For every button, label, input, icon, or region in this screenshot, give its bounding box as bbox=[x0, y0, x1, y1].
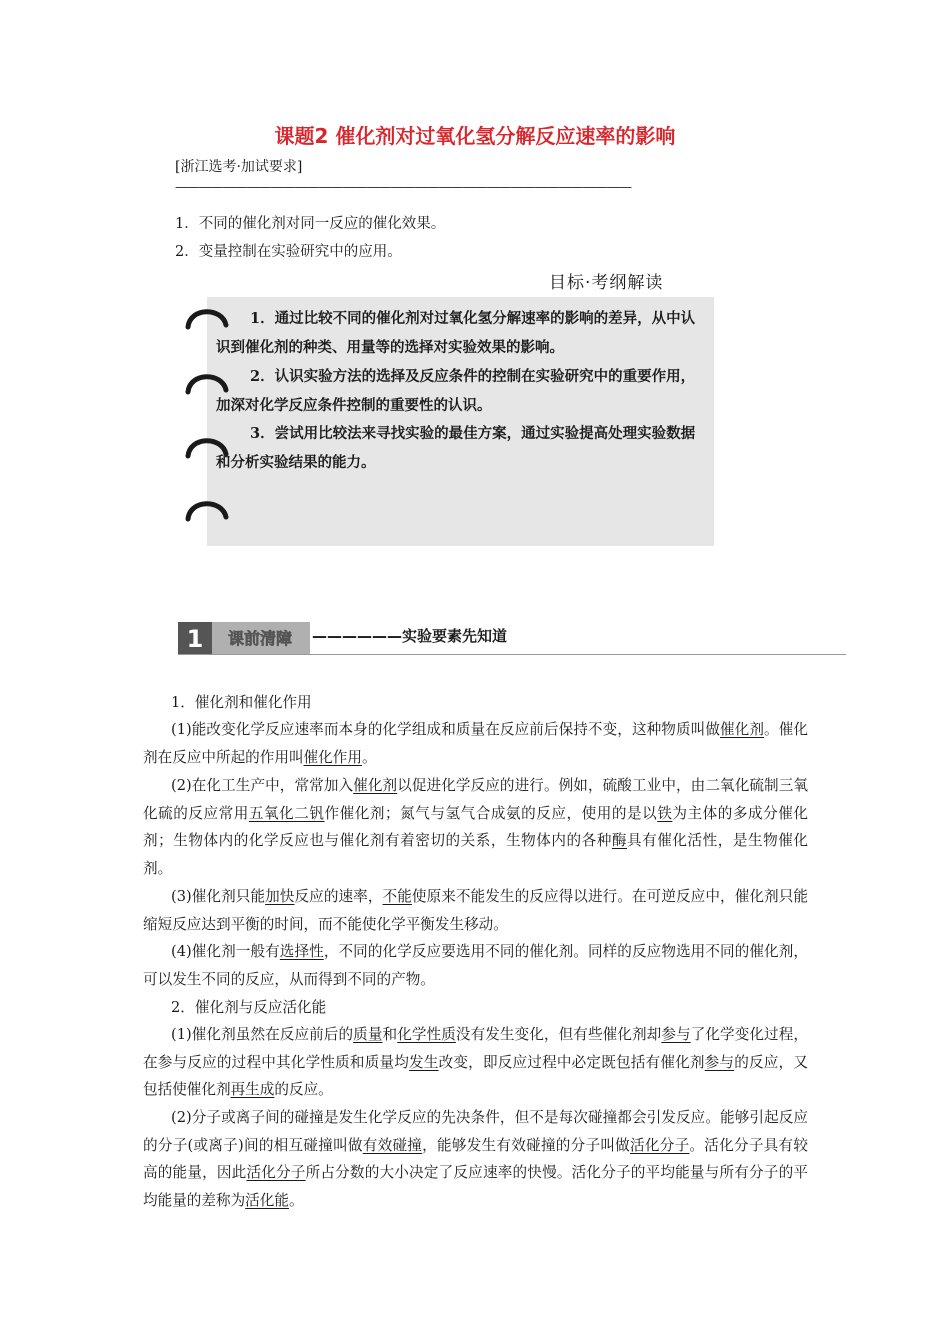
section-number: 1 bbox=[186, 625, 204, 653]
requirement-item-1: 1．不同的催化剂对同一反应的催化效果。 bbox=[175, 216, 446, 232]
heading-activation-energy: 2．催化剂与反应活化能 bbox=[171, 999, 327, 1016]
paragraph-2-1: (1)催化剂虽然在反应前后的质量和化学性质没有发生变化，但有些催化剂却参与了化学变化过程，在参与反应的过程中其化学性质和质量均发生改变，即反应过程中必定既包括有催化剂参与的反应，又包括使催化剂再生成的反应。 bbox=[143, 1026, 808, 1098]
paragraph-1-2: (2)在化工生产中，常常加入催化剂以促进化学反应的进行。例如，硫酸工业中，由二氧化硫制三氧化硫的反应常用五氧化二钒作催化剂；氮气与氢气合成氨的反应，使用的是以铁为主体的多成分催化剂；生物体内的化学反应也与催化剂有着密切的关系，生物体内的各种酶具有催化活性，是生物催化剂。 bbox=[143, 777, 808, 877]
requirement-item-2: 2．变量控制在实验研究中的应用。 bbox=[175, 244, 402, 260]
binder-ring-icon bbox=[184, 497, 230, 523]
heading-catalyst: 1．催化剂和催化作用 bbox=[171, 694, 312, 711]
section-subtitle: ——————实验要素先知道 bbox=[312, 627, 508, 645]
divider-dashes: —————————————————————————————————————— bbox=[175, 180, 631, 195]
page-title: 课题2 催化剂对过氧化氢分解反应速率的影响 bbox=[274, 124, 676, 148]
goal-item-3: 3．尝试用比较法来寻找实验的最佳方案，通过实验提高处理实验数据和分析实验结果的能力。 bbox=[216, 425, 696, 471]
goal-heading: 目标·考纲解读 bbox=[549, 273, 664, 293]
paragraph-1-3: (3)催化剂只能加快反应的速率，不能使原来不能发生的反应得以进行。在可逆反应中，催化剂只能缩短反应达到平衡的时间，而不能使化学平衡发生移动。 bbox=[143, 888, 808, 933]
section-label: 课前清障 bbox=[227, 629, 293, 648]
paragraph-1-1: (1)能改变化学反应速率而本身的化学组成和质量在反应前后保持不变，这种物质叫做催化剂。催化剂在反应中所起的作用叫催化作用。 bbox=[143, 721, 808, 766]
section-divider bbox=[178, 654, 846, 655]
section-banner bbox=[178, 622, 310, 654]
exam-requirement-label: [浙江选考·加试要求] bbox=[175, 159, 303, 175]
goal-item-1: 1．通过比较不同的催化剂对过氧化氢分解速率的影响的差异，从中认识到催化剂的种类、用量等的选择对实验效果的影响。 bbox=[216, 310, 696, 356]
goal-item-2: 2．认识实验方法的选择及反应条件的控制在实验研究中的重要作用，加深对化学反应条件控制的重要性的认识。 bbox=[216, 368, 696, 414]
paragraph-1-4: (4)催化剂一般有选择性，不同的化学反应要选用不同的催化剂。同样的反应物选用不同的催化剂，可以发生不同的反应，从而得到不同的产物。 bbox=[143, 943, 808, 988]
paragraph-2-2: (2)分子或离子间的碰撞是发生化学反应的先决条件，但不是每次碰撞都会引发反应。能够引起反应的分子(或离子)间的相互碰撞叫做有效碰撞，能够发生有效碰撞的分子叫做活化分子。活化分子具有较高的能量，因此活化分子所占分数的大小决定了反应速率的快慢。活化分子的平均能量与所有分子的平均能量的差称为活化能。 bbox=[143, 1109, 808, 1209]
